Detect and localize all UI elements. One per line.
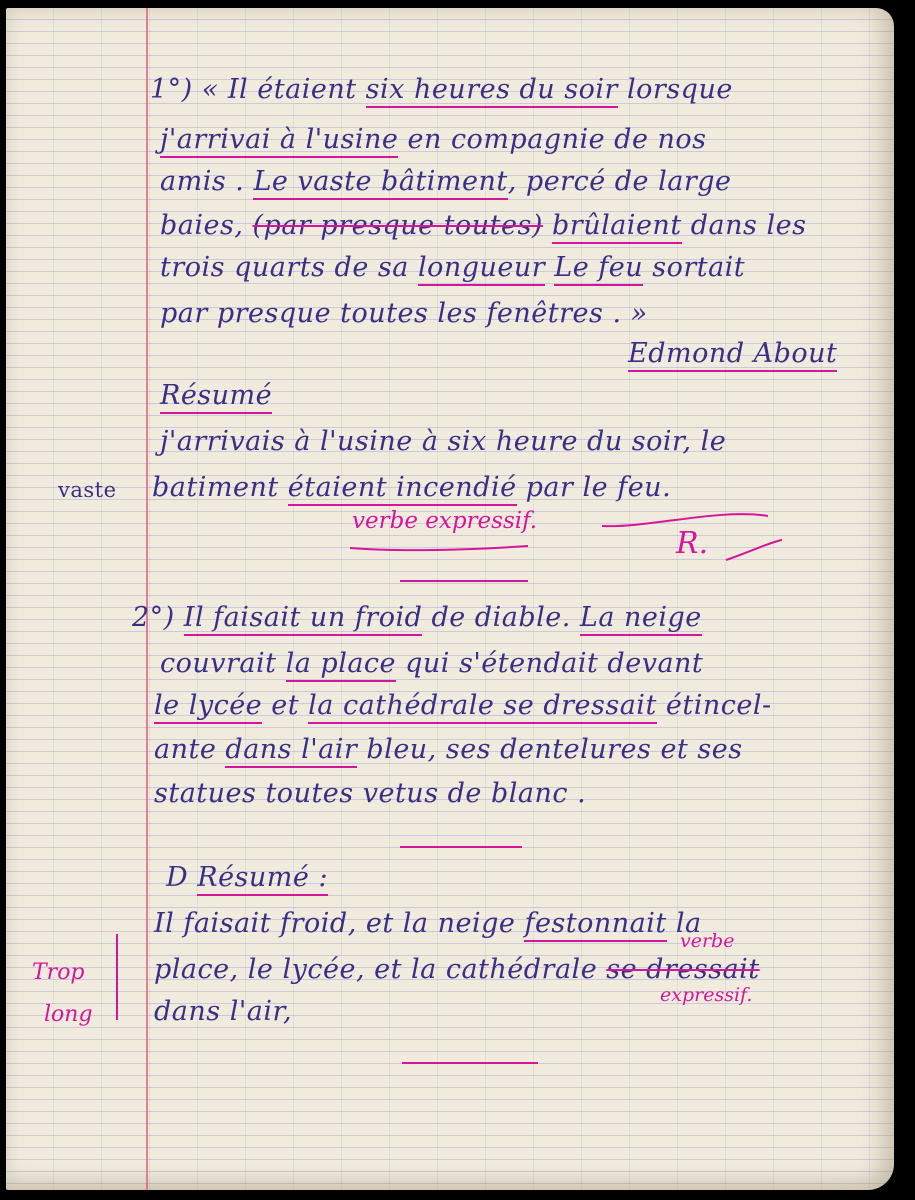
resume2-heading: D Résumé : [166,862,328,893]
ex1-line-6: par presque toutes les fenêtres . » [160,298,648,329]
correction-verbe-expressif-1: verbe expressif. [352,508,538,534]
ex2-line-5: statues toutes vetus de blanc . [154,778,587,809]
pen-swash-1 [602,514,768,526]
resume1-line-2: batiment étaient incendié par le feu. [152,472,671,503]
ex2-line-4: ante dans l'air bleu, ses dentelures et ses [154,734,743,765]
ex1-line-3: amis . Le vaste bâtiment, percé de large [160,166,732,197]
margin-note-long: long [44,1002,93,1027]
ex1-line-2: j'arrivai à l'usine en compagnie de nos [160,124,707,155]
correction-expressif-2: expressif. [660,984,753,1006]
pen-swash-2 [726,540,782,560]
pen-underline-verbe [350,546,528,550]
resume1-line-1: j'arrivais à l'usine à six heure du soir, le [160,426,727,457]
resume2-line-1: Il faisait froid, et la neige festonnait la [154,908,702,939]
ex2-line-3: le lycée et la cathédrale se dressait étincel- [154,690,772,721]
margin-insert-vaste: vaste [58,478,117,502]
correction-verbe-2: verbe [680,930,735,952]
author-signature: Edmond About [628,338,837,369]
ex2-line-2: couvrait la place qui s'étendait devant [160,648,703,679]
resume2-line-3: dans l'air, [154,996,293,1027]
ex1-line-4: baies, (par presque toutes) brûlaient dans les [160,210,806,241]
ex2-line-1: 2°) Il faisait un froid de diable. La neige [132,602,702,633]
margin-note-trop: Trop [32,960,85,985]
resume2-line-2: place, le lycée, et la cathédrale se dressait [154,954,760,985]
ex1-line-1: 1°) « Il étaient six heures du soir lorsque [150,74,733,105]
ex1-line-5: trois quarts de sa longueur Le feu sortait [160,252,745,283]
resume1-heading: Résumé [160,380,272,411]
grade-mark: R. [676,526,709,561]
